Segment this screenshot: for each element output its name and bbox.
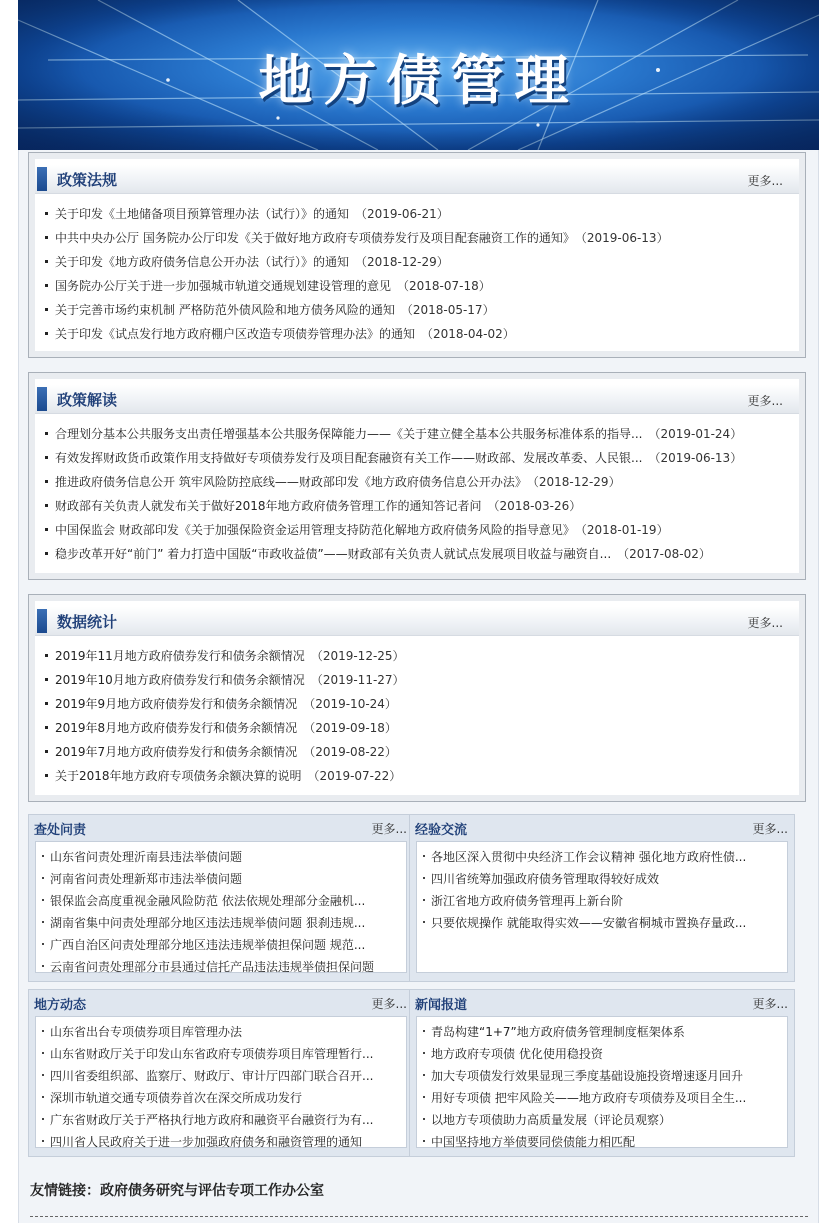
list-item[interactable]: 四川省统筹加强政府债务管理取得较好成效	[423, 868, 783, 890]
news-list	[45, 202, 793, 346]
news-reports-box	[409, 989, 795, 1157]
item-date: （2019-06-21）	[355, 207, 449, 221]
box-header	[410, 990, 794, 1014]
more-link[interactable]: 更多...	[747, 174, 783, 188]
header-marker-icon	[37, 167, 47, 191]
news-list	[45, 422, 793, 566]
item-title[interactable]: 国务院办公厅关于进一步加强城市轨道交通规划建设管理的意见	[55, 279, 392, 293]
panel-title: 数据统计	[57, 613, 118, 631]
item-date: （2019-12-25）	[310, 649, 405, 663]
experience-box	[409, 814, 795, 982]
box-title: 经验交流	[415, 823, 468, 838]
list-item[interactable]: 银保监会高度重视金融风险防范 依法依规处理部分金融机...	[42, 890, 402, 912]
banner-title: 地方债管理	[258, 49, 579, 112]
item-title[interactable]: 2019年9月地方政府债券发行和债务余额情况	[55, 697, 298, 711]
item-date: （2018-05-17）	[400, 303, 495, 317]
item-title[interactable]: 关于印发《土地储备项目预算管理办法（试行）》的通知	[55, 207, 350, 221]
box-body	[416, 1016, 788, 1148]
header-marker-icon	[37, 609, 47, 633]
item-title[interactable]: 中共中央办公厅 国务院办公厅印发《关于做好地方政府专项债券发行及项目配套融资工作的通知》	[55, 231, 575, 245]
item-title[interactable]: 财政部有关负责人就发布关于做好2018年地方政府债务管理工作的通知答记者问	[55, 499, 482, 513]
box-body	[35, 841, 407, 973]
list-item[interactable]	[45, 542, 793, 566]
news-list	[42, 1021, 402, 1153]
item-date: （2019-06-13）	[648, 451, 743, 465]
list-item[interactable]: 四川省人民政府关于进一步加强政府债务和融资管理的通知	[42, 1131, 402, 1153]
header-marker-icon	[37, 387, 47, 411]
item-date: （2019-10-24）	[303, 697, 397, 711]
list-item[interactable]	[45, 644, 793, 668]
item-title[interactable]: 中国保监会 财政部印发《关于加强保险资金运用管理支持防范化解地方政府债务风险的指导意见》	[55, 523, 575, 537]
panel-body	[35, 379, 799, 573]
item-date: （2017-08-02）	[617, 547, 711, 561]
list-item[interactable]: 四川省委组织部、监察厅、财政厅、审计厅四部门联合召开...	[42, 1065, 402, 1087]
box-title: 查处问责	[34, 823, 87, 838]
item-title[interactable]: 推进政府债务信息公开 筑牢风险防控底线——财政部印发《地方政府债务信息公开办法》	[55, 475, 527, 489]
box-header	[29, 990, 413, 1014]
list-item[interactable]	[45, 470, 793, 494]
list-item[interactable]	[45, 716, 793, 740]
news-list	[45, 644, 793, 788]
panel-body	[35, 601, 799, 795]
item-title[interactable]: 关于印发《地方政府债务信息公开办法（试行）》的通知	[55, 255, 350, 269]
list-item[interactable]: 加大专项债发行效果显现三季度基础设施投资增速逐月回升	[423, 1065, 783, 1087]
list-item[interactable]: 地方政府专项债 优化使用稳投资	[423, 1043, 783, 1065]
list-item[interactable]	[45, 322, 793, 346]
item-title[interactable]: 关于2018年地方政府专项债务余额决算的说明	[55, 769, 302, 783]
item-date: （2018-12-29）	[355, 255, 449, 269]
list-item[interactable]: 河南省问责处理新郑市违法举债问题	[42, 868, 402, 890]
item-date: （2019-07-22）	[307, 769, 402, 783]
item-title[interactable]: 稳步改革开好“前门” 着力打造中国版“市政收益债”——财政部有关负责人就试点发展项目收益与融资自...	[55, 547, 612, 561]
item-date: （2019-01-24）	[648, 427, 743, 441]
policy-regulations-panel	[28, 152, 806, 358]
more-link[interactable]: 更多...	[752, 822, 788, 836]
list-item[interactable]: 以地方专项债助力高质量发展（评论员观察）	[423, 1109, 783, 1131]
panel-body	[35, 159, 799, 351]
list-item[interactable]: 中国坚持地方举债要同偿债能力相匹配	[423, 1131, 783, 1153]
item-date: （2019-11-27）	[310, 673, 405, 687]
list-item[interactable]: 云南省问责处理部分市县通过信托产品违法违规举债担保问题	[42, 956, 402, 978]
item-title[interactable]: 2019年11月地方政府债券发行和债务余额情况	[55, 649, 305, 663]
list-item[interactable]	[45, 764, 793, 788]
more-link[interactable]: 更多...	[747, 616, 783, 630]
item-date: （2018-04-02）	[421, 327, 515, 341]
list-item[interactable]	[45, 692, 793, 716]
box-body	[35, 1016, 407, 1148]
more-link[interactable]: 更多...	[371, 822, 407, 836]
item-date: （2018-07-18）	[397, 279, 491, 293]
box-body	[416, 841, 788, 973]
list-item[interactable]: 山东省问责处理沂南县违法举债问题	[42, 846, 402, 868]
list-item[interactable]	[45, 518, 793, 542]
list-item[interactable]: 青岛构建“1+7”地方政府债务管理制度框架体系	[423, 1021, 783, 1043]
list-item[interactable]	[45, 740, 793, 764]
policy-interpretation-panel	[28, 372, 806, 580]
list-item[interactable]: 深圳市轨道交通专项债券首次在深交所成功发行	[42, 1087, 402, 1109]
list-item[interactable]	[45, 202, 793, 226]
list-item[interactable]	[45, 250, 793, 274]
friend-links[interactable]: 友情链接：政府债务研究与评估专项工作办公室	[30, 1183, 324, 1199]
item-title[interactable]: 有效发挥财政货币政策作用支持做好专项债券发行及项目配套融资有关工作——财政部、发展改革委、人民银...	[55, 451, 643, 465]
list-item[interactable]: 各地区深入贯彻中央经济工作会议精神 强化地方政府性债...	[423, 846, 783, 868]
list-item[interactable]: 山东省财政厅关于印发山东省政府专项债券项目库管理暂行...	[42, 1043, 402, 1065]
bottom-divider	[30, 1216, 808, 1217]
more-link[interactable]: 更多...	[371, 997, 407, 1011]
list-item[interactable]: 广西自治区问责处理部分地区违法违规举债担保问题 规范...	[42, 934, 402, 956]
item-title[interactable]: 合理划分基本公共服务支出责任增强基本公共服务保障能力——《关于建立健全基本公共服务标准体系的指导...	[55, 427, 643, 441]
item-title[interactable]: 2019年7月地方政府债券发行和债务余额情况	[55, 745, 298, 759]
list-item[interactable]	[45, 494, 793, 518]
panel-header	[35, 607, 799, 636]
item-date: （2019-09-18）	[303, 721, 397, 735]
item-date: （2019-08-22）	[303, 745, 397, 759]
item-title[interactable]: 关于印发《试点发行地方政府棚户区改造专项债券管理办法》的通知	[55, 327, 416, 341]
list-item[interactable]: 只要依规操作 就能取得实效——安徽省桐城市置换存量政...	[423, 912, 783, 934]
item-title[interactable]: 2019年8月地方政府债券发行和债务余额情况	[55, 721, 298, 735]
item-date: （2018-12-29）	[532, 475, 621, 489]
panel-title: 政策法规	[57, 171, 118, 189]
list-item[interactable]	[45, 446, 793, 470]
list-item[interactable]: 广东省财政厅关于严格执行地方政府和融资平台融资行为有...	[42, 1109, 402, 1131]
inspection-box	[28, 814, 414, 982]
banner	[18, 0, 819, 150]
list-item[interactable]	[45, 274, 793, 298]
news-list	[42, 846, 402, 978]
panel-header	[35, 385, 799, 414]
item-date: （2019-06-13）	[580, 231, 669, 245]
box-header	[410, 815, 794, 839]
item-title[interactable]: 关于完善市场约束机制 严格防范外债风险和地方债务风险的通知	[55, 303, 395, 317]
list-item[interactable]: 浙江省地方政府债务管理再上新台阶	[423, 890, 783, 912]
list-item[interactable]	[45, 226, 793, 250]
list-item[interactable]	[45, 298, 793, 322]
news-list	[423, 846, 783, 934]
list-item[interactable]: 山东省出台专项债券项目库管理办法	[42, 1021, 402, 1043]
item-date: （2018-03-26）	[487, 499, 582, 513]
item-date: （2018-01-19）	[580, 523, 669, 537]
news-list	[423, 1021, 783, 1153]
list-item[interactable]	[45, 422, 793, 446]
panel-header	[35, 165, 799, 194]
panel-title: 政策解读	[57, 391, 118, 409]
item-title[interactable]: 2019年10月地方政府债券发行和债务余额情况	[55, 673, 305, 687]
box-title: 地方动态	[34, 998, 87, 1013]
local-news-box	[28, 989, 414, 1157]
list-item[interactable]: 湖南省集中问责处理部分地区违法违规举债问题 狠刹违规...	[42, 912, 402, 934]
more-link[interactable]: 更多...	[747, 394, 783, 408]
box-title: 新闻报道	[415, 998, 468, 1013]
list-item[interactable]: 用好专项债 把牢风险关——地方政府专项债券及项目全生...	[423, 1087, 783, 1109]
data-statistics-panel	[28, 594, 806, 802]
more-link[interactable]: 更多...	[752, 997, 788, 1011]
list-item[interactable]	[45, 668, 793, 692]
box-header	[29, 815, 413, 839]
